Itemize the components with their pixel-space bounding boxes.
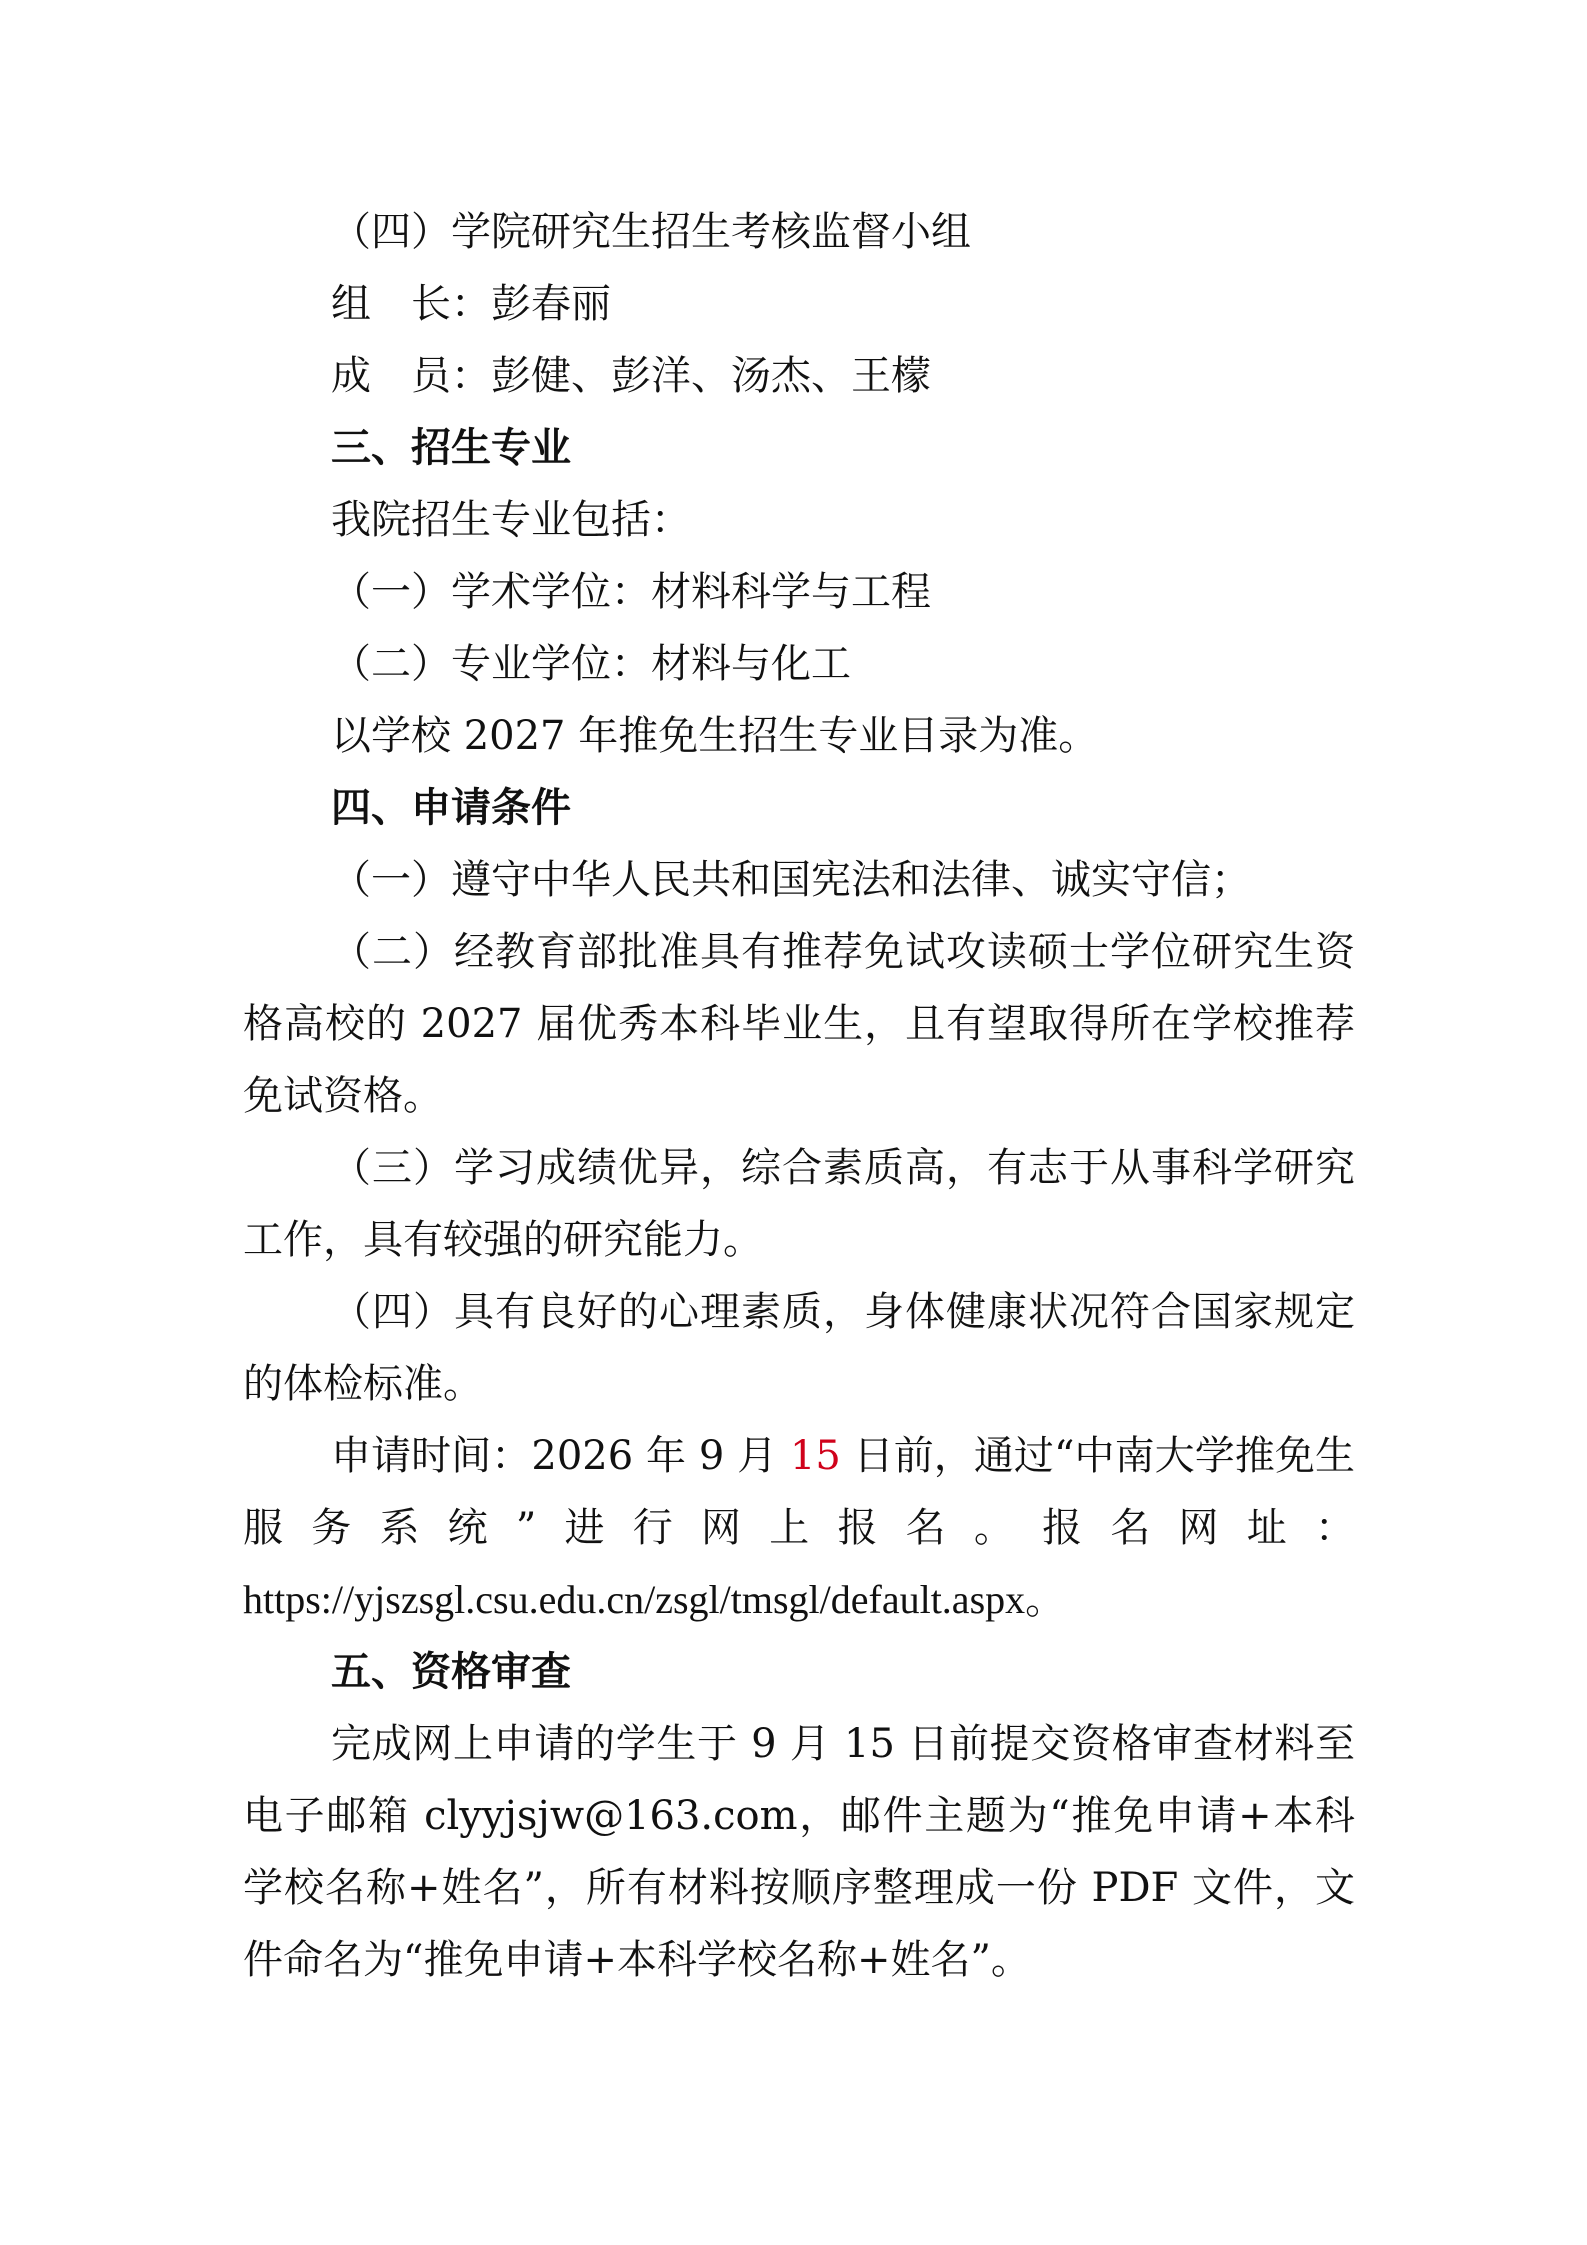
section-heading-majors: 三、招生专业	[331, 425, 571, 471]
group-leader: 组 长：彭春丽	[331, 281, 611, 327]
supervision-group-title: （四）学院研究生招生考核监督小组	[331, 209, 971, 255]
application-time-prefix: 申请时间：2026 年 9 月	[331, 1433, 790, 1479]
group-members: 成 员：彭健、彭洋、汤杰、王檬	[331, 353, 931, 399]
condition-4: （四）具有良好的心理素质，身体健康状况符合国家规定的体检标准。	[243, 1289, 1355, 1407]
document-body	[243, 196, 1355, 1996]
application-time-end: 。	[1025, 1577, 1066, 1623]
condition-3: （三）学习成绩优异，综合素质高，有志于从事科学研究工作，具有较强的研究能力。	[243, 1145, 1355, 1263]
application-url-link[interactable]: https://yjszsgl.csu.edu.cn/zsgl/tmsgl/default.aspx	[243, 1577, 1026, 1622]
application-time-suffix: 日前，通过“中南大学推免生服务系统”进行网上报名。报名网址：	[243, 1433, 1355, 1551]
majors-note: 以学校 2027 年推免生招生专业目录为准。	[331, 713, 1099, 759]
major-academic: （一）学术学位：材料科学与工程	[331, 569, 931, 615]
review-instructions: 完成网上申请的学生于 9 月 15 日前提交资格审查材料至电子邮箱 clyyjsjw@163.com，邮件主题为“推免申请+本科学校名称+姓名”，所有材料按顺序整理成一份 PDF 文件，文件命名为“推免申请+本科学校名称+姓名”。	[243, 1721, 1355, 1983]
condition-2: （二）经教育部批准具有推荐免试攻读硕士学位研究生资格高校的 2027 届优秀本科毕业生，且有望取得所在学校推荐免试资格。	[243, 929, 1355, 1119]
application-date-highlight: 15	[789, 1433, 841, 1479]
major-professional: （二）专业学位：材料与化工	[331, 641, 851, 687]
condition-1: （一）遵守中华人民共和国宪法和法律、诚实守信；	[331, 857, 1251, 903]
section-heading-conditions: 四、申请条件	[331, 785, 571, 831]
majors-intro: 我院招生专业包括：	[331, 497, 691, 543]
section-heading-review: 五、资格审查	[331, 1649, 571, 1695]
application-time	[243, 1420, 1355, 1636]
